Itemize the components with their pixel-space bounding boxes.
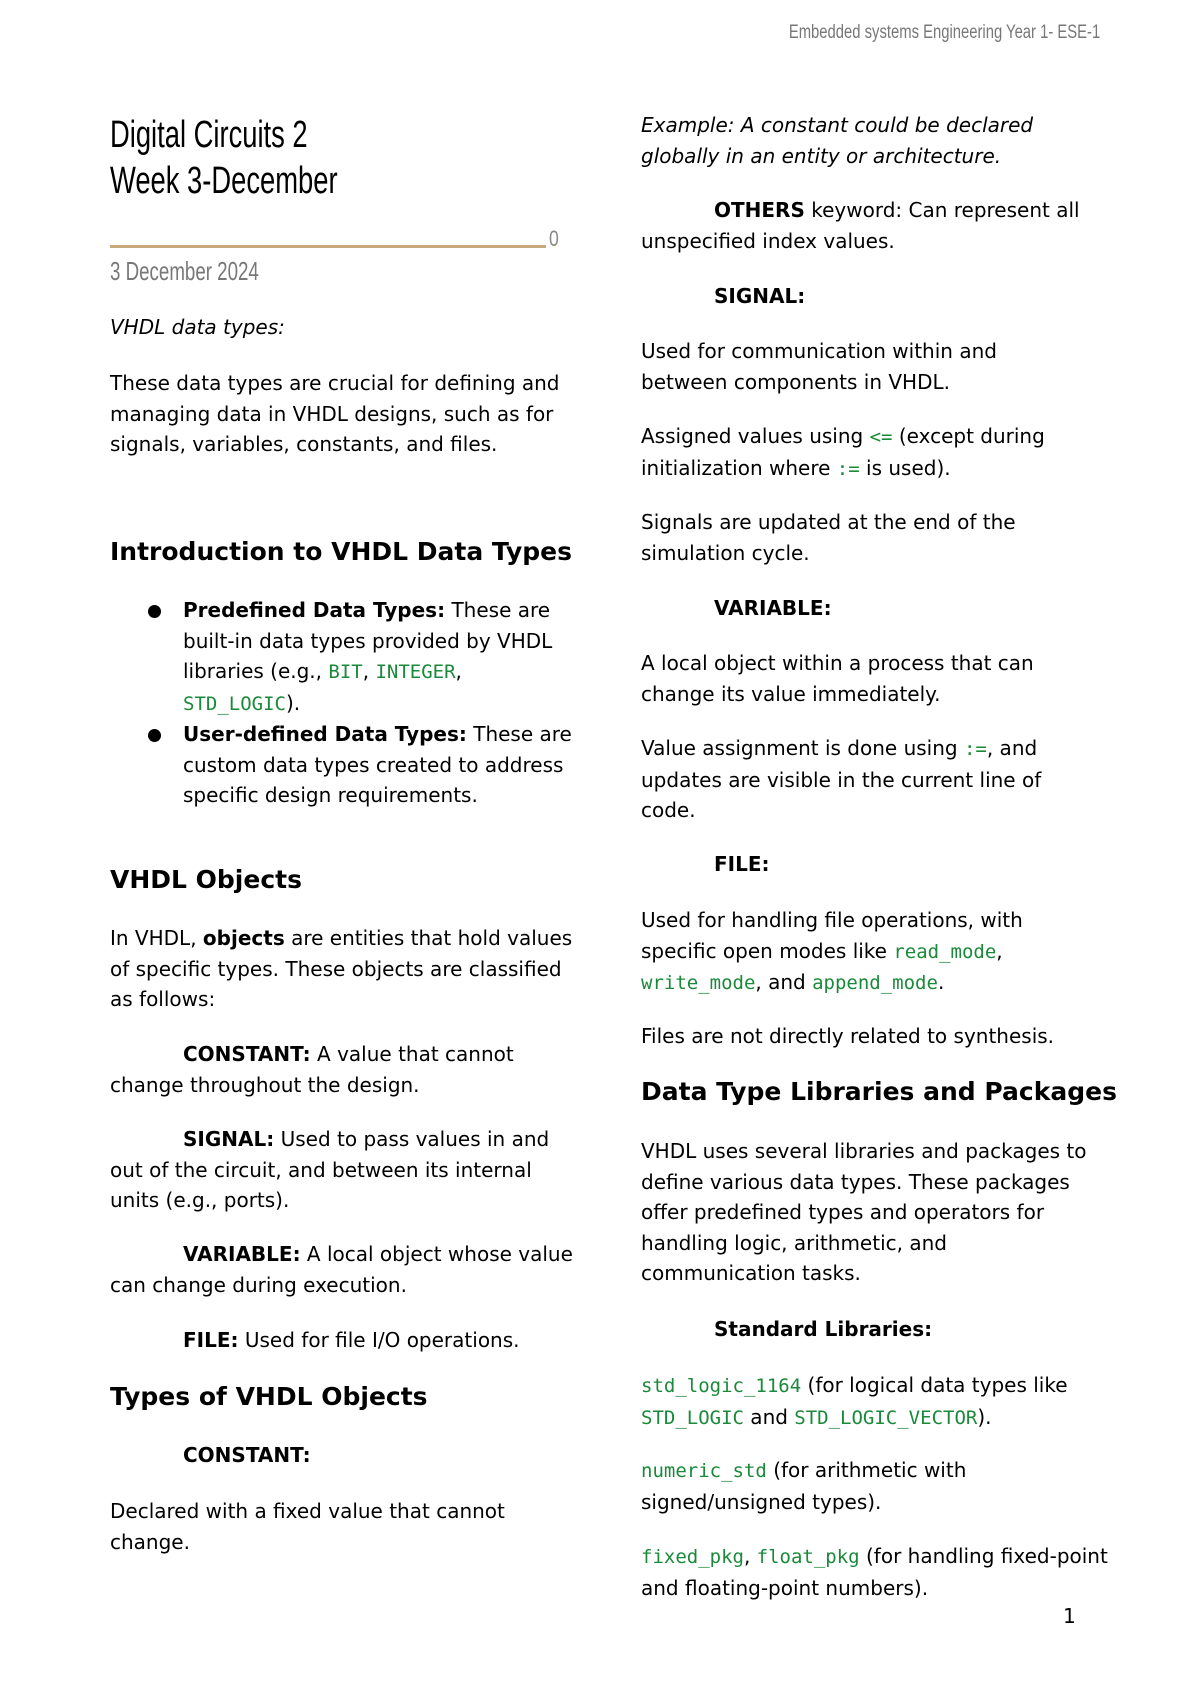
types-constant-desc: Declared with a fixed value that cannot change. xyxy=(110,1499,505,1554)
heading-libraries: Data Type Libraries and Packages xyxy=(641,1077,1117,1106)
heading-types-of-objects: Types of VHDL Objects xyxy=(110,1382,428,1411)
list-item: Predefined Data Types: These are built-in data types provided by VHDL libraries (e.g., BIT, INTEGER, STD_LOGIC). xyxy=(110,595,580,719)
others-paragraph: OTHERS keyword: Can represent all unspecified index values. xyxy=(641,198,1080,253)
page-number: 1 xyxy=(1063,1604,1076,1628)
example-text: Example: A constant could be declared globally in an entity or architecture. xyxy=(641,113,1034,168)
signal-label: SIGNAL: xyxy=(714,284,806,308)
bullet-icon xyxy=(148,729,161,742)
signal-p2: Assigned values using <= (except during initialization where := is used). xyxy=(641,424,1045,480)
document-title: Digital Circuits 2 xyxy=(110,114,308,156)
library-item: std_logic_1164 (for logical data types like STD_LOGIC and STD_LOGIC_VECTOR). xyxy=(641,1373,1068,1429)
intro-text: These data types are crucial for defining and managing data in VHDL designs, such as for signals, variables, constants, and files. xyxy=(110,371,560,456)
signal-p3: Signals are updated at the end of the simulation cycle. xyxy=(641,510,1016,565)
libraries-paragraph: VHDL uses several libraries and packages to define various data types. These packages offer predefined types and operators for handling logic, arithmetic, and communication tasks. xyxy=(641,1139,1087,1285)
library-item: fixed_pkg, float_pkg (for handling fixed-point and floating-point numbers). xyxy=(641,1544,1108,1600)
file-p2: Files are not directly related to synthesis. xyxy=(641,1024,1055,1048)
types-constant-label: CONSTANT: xyxy=(183,1443,311,1467)
intro-label: VHDL data types: xyxy=(110,315,285,339)
file-p1: Used for handling file operations, with specific open modes like read_mode, write_mode, and append_mode. xyxy=(641,908,1023,994)
file-paragraph: FILE: Used for file I/O operations. xyxy=(183,1328,520,1352)
document-subtitle: Week 3-December xyxy=(110,160,338,202)
bullet-list xyxy=(110,595,580,811)
file-label: FILE: xyxy=(714,852,770,876)
signal-p1: Used for communication within and between components in VHDL. xyxy=(641,339,997,394)
variable-p2: Value assignment is done using :=, and updates are visible in the current line of code. xyxy=(641,736,1042,822)
variable-p1: A local object within a process that can change its value immediately. xyxy=(641,651,1034,706)
title-rule xyxy=(110,245,546,248)
standard-libraries-label: Standard Libraries: xyxy=(714,1317,933,1341)
heading-intro-data-types: Introduction to VHDL Data Types xyxy=(110,537,573,566)
variable-paragraph: VARIABLE: A local object whose value can change during execution. xyxy=(110,1242,573,1297)
document-date: 3 December 2024 xyxy=(110,256,259,286)
title-marker: 0 xyxy=(549,226,559,251)
objects-paragraph: In VHDL, objects are entities that hold values of specific types. These objects are classified as follows: xyxy=(110,926,573,1011)
library-item: numeric_std (for arithmetic with signed/unsigned types). xyxy=(641,1458,967,1514)
constant-paragraph: CONSTANT: A value that cannot change throughout the design. xyxy=(110,1042,514,1097)
running-header: Embedded systems Engineering Year 1- ESE-1 xyxy=(788,22,1100,43)
list-item: User-defined Data Types: These are custom data types created to address specific design requirements. xyxy=(110,719,580,811)
variable-label: VARIABLE: xyxy=(714,596,832,620)
signal-paragraph: SIGNAL: Used to pass values in and out of the circuit, and between its internal units (e.g., ports). xyxy=(110,1127,550,1212)
bullet-icon xyxy=(148,605,161,618)
heading-vhdl-objects: VHDL Objects xyxy=(110,865,302,894)
